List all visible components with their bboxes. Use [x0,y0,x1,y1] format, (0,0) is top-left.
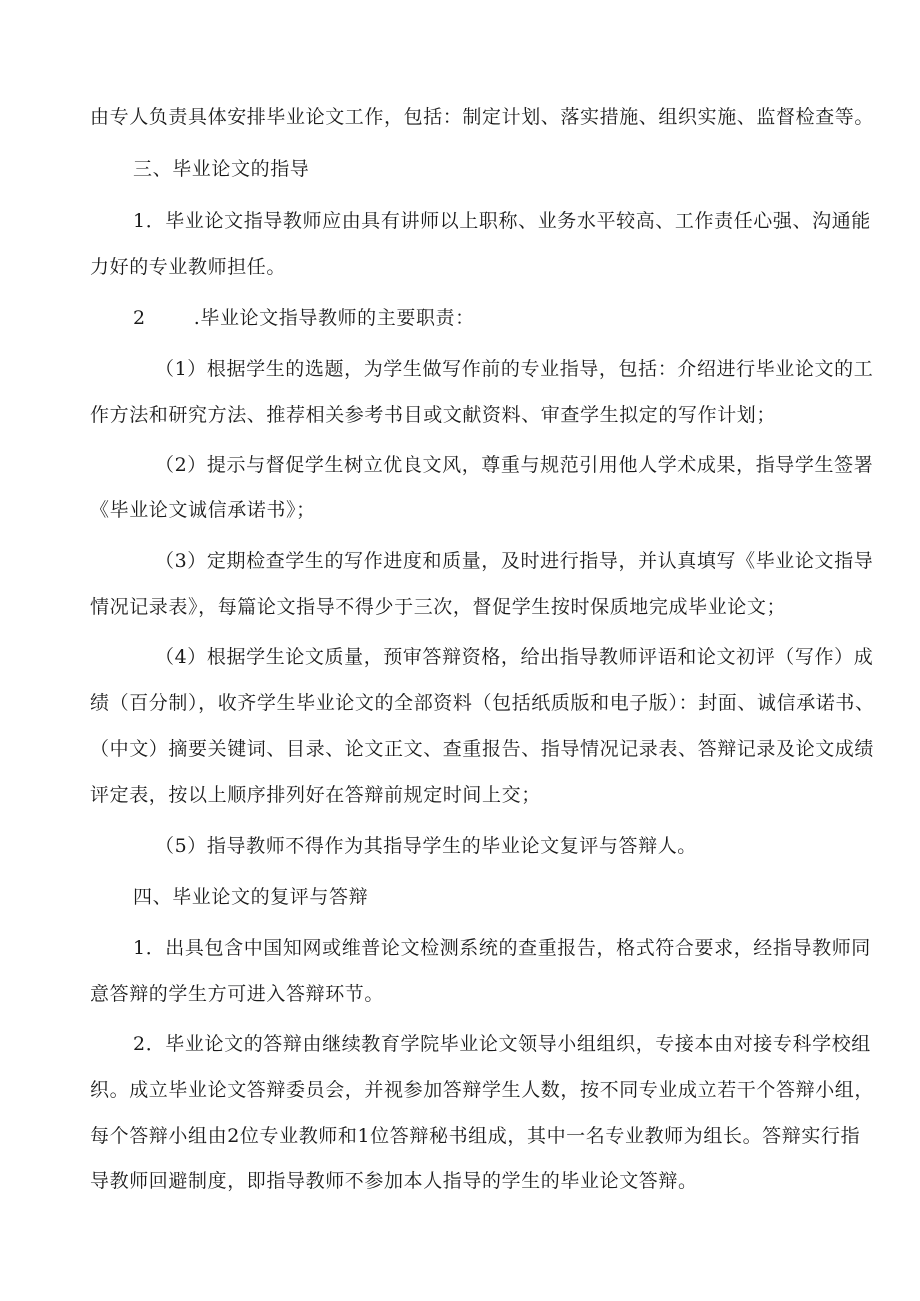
paragraph-line: 意答辩的学生方可进入答辩环节。 [90,983,385,1005]
paragraph-line: 导教师回避制度，即指导教师不参加本人指导的学生的毕业论文答辩。 [90,1170,698,1192]
paragraph-line: 每个答辩小组由2位专业教师和1位答辩秘书组成，其中一名专业教师为组长。答辩实行指 [90,1125,861,1147]
list-text: .毕业论文指导教师的主要职责： [193,307,475,329]
paragraph-line: 绩（百分制），收齐学生毕业论文的全部资料（包括纸质版和电子版）：封面、诚信承诺书、 [90,692,875,714]
paragraph-line [133,305,893,331]
paragraph-line: （5）指导教师不得作为其指导学生的毕业论文复评与答辩人。 [155,835,697,857]
list-number: 2 [133,307,146,329]
paragraph-line: （中文）摘要关键词、目录、论文正文、查重报告、指导情况记录表、答辩记录及论文成绩 [90,738,875,760]
paragraph-line: 织。成立毕业论文答辩委员会，并视参加答辩学生人数，按不同专业成立若干个答辩小组， [90,1079,875,1101]
section-heading: 四、毕业论文的复评与答辩 [133,886,369,908]
paragraph-line: 评定表，按以上顺序排列好在答辩前规定时间上交； [90,784,541,806]
paragraph-line: 2．毕业论文的答辩由继续教育学院毕业论文领导小组组织，专接本由对接专科学校组 [133,1033,871,1055]
paragraph-line: 《毕业论文诚信承诺书》； [90,499,316,521]
paragraph-line: 1．毕业论文指导教师应由具有讲师以上职称、业务水平较高、工作责任心强、沟通能 [133,210,871,232]
paragraph-line: 情况记录表》，每篇论文指导不得少于三次，督促学生按时保质地完成毕业论文； [90,596,787,618]
paragraph-line: 作方法和研究方法、推荐相关参考书目或文献资料、审查学生拟定的写作计划； [90,404,777,426]
paragraph-line: 由专人负责具体安排毕业论文工作，包括：制定计划、落实措施、组织实施、监督检查等。 [90,106,875,128]
paragraph-line: （2）提示与督促学生树立优良文风，尊重与规范引用他人学术成果，指导学生签署 [155,454,874,476]
paragraph-line: （1）根据学生的选题，为学生做写作前的专业指导，包括：介绍进行毕业论文的工 [155,358,874,380]
paragraph-line: 1．出具包含中国知网或维普论文检测系统的查重报告，格式符合要求，经指导教师同 [133,937,871,959]
paragraph-line: 力好的专业教师担任。 [90,256,287,278]
paragraph-line: （3）定期检查学生的写作进度和质量，及时进行指导，并认真填写《毕业论文指导 [155,550,874,572]
section-heading: 三、毕业论文的指导 [133,158,310,180]
paragraph-line: （4）根据学生论文质量，预审答辩资格，给出指导教师评语和论文初评（写作）成 [155,646,874,668]
